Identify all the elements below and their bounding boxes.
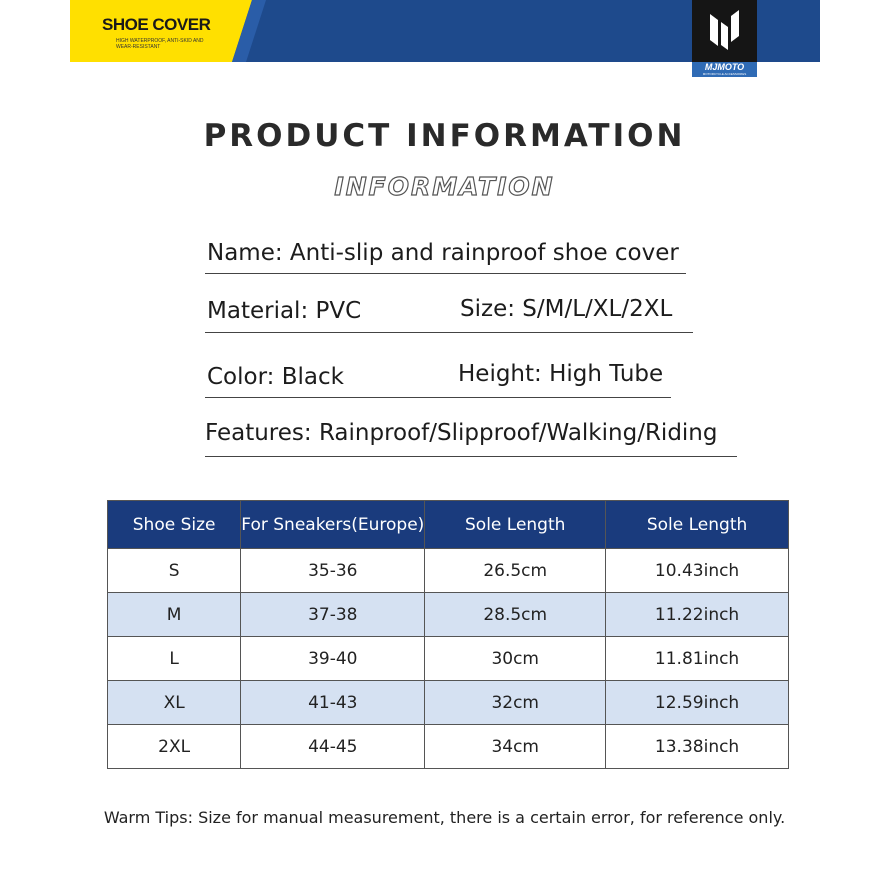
warm-tip: Warm Tips: Size for manual measurement, there is a certain error, for reference only.	[103, 808, 786, 827]
logo-brand-name: MJMOTO	[704, 62, 745, 72]
info-material-underline	[205, 332, 693, 333]
table-row	[108, 549, 789, 593]
table-row	[108, 593, 789, 637]
cell-sole-inch: 11.22inch	[606, 593, 789, 637]
page-title: PRODUCT INFORMATION	[203, 118, 686, 154]
mjmoto-logo-icon	[708, 10, 741, 50]
cell-size: S	[108, 549, 241, 593]
info-size: Size: S/M/L/XL/2XL	[460, 296, 673, 322]
cell-size: M	[108, 593, 241, 637]
table-row	[108, 681, 789, 725]
header-sole-length-inch: Sole Length	[606, 501, 789, 549]
table-row	[108, 725, 789, 769]
cell-europe: 41-43	[241, 681, 425, 725]
cell-europe: 35-36	[241, 549, 425, 593]
cell-europe: 44-45	[241, 725, 425, 769]
cell-sole-cm: 30cm	[425, 637, 606, 681]
info-name: Name: Anti-slip and rainproof shoe cover	[207, 240, 679, 266]
logo-box	[692, 0, 757, 62]
brand-logo	[692, 0, 757, 77]
page-subtitle: INFORMATION	[334, 172, 555, 201]
banner-subtitle: HIGH WATERPROOF, ANTI-SKID AND WEAR-RESISTANT	[116, 38, 204, 50]
cell-size: XL	[108, 681, 241, 725]
cell-sole-inch: 11.81inch	[606, 637, 789, 681]
cell-size: L	[108, 637, 241, 681]
cell-sole-inch: 13.38inch	[606, 725, 789, 769]
logo-tagline: MOTORCYCLE ACCESSORIES	[702, 72, 747, 76]
info-name-underline	[205, 273, 686, 274]
info-height: Height: High Tube	[458, 361, 664, 387]
info-features-underline	[205, 456, 737, 457]
cell-europe: 39-40	[241, 637, 425, 681]
cell-sole-inch: 10.43inch	[606, 549, 789, 593]
header-shoe-size: Shoe Size	[108, 501, 241, 549]
cell-size: 2XL	[108, 725, 241, 769]
info-color: Color: Black	[207, 364, 344, 390]
header-sole-length-cm: Sole Length	[425, 501, 606, 549]
table-row	[108, 637, 789, 681]
header-sneakers-europe: For Sneakers(Europe)	[241, 501, 425, 549]
table-header-row	[108, 501, 789, 549]
cell-sole-inch: 12.59inch	[606, 681, 789, 725]
info-color-underline	[205, 397, 671, 398]
info-features: Features: Rainproof/Slipproof/Walking/Riding	[205, 420, 718, 446]
cell-sole-cm: 32cm	[425, 681, 606, 725]
size-table	[107, 500, 789, 769]
cell-europe: 37-38	[241, 593, 425, 637]
banner-title: SHOE COVER	[102, 15, 211, 34]
cell-sole-cm: 26.5cm	[425, 549, 606, 593]
cell-sole-cm: 28.5cm	[425, 593, 606, 637]
logo-wordmark	[692, 62, 757, 77]
info-material: Material: PVC	[207, 298, 362, 324]
cell-sole-cm: 34cm	[425, 725, 606, 769]
